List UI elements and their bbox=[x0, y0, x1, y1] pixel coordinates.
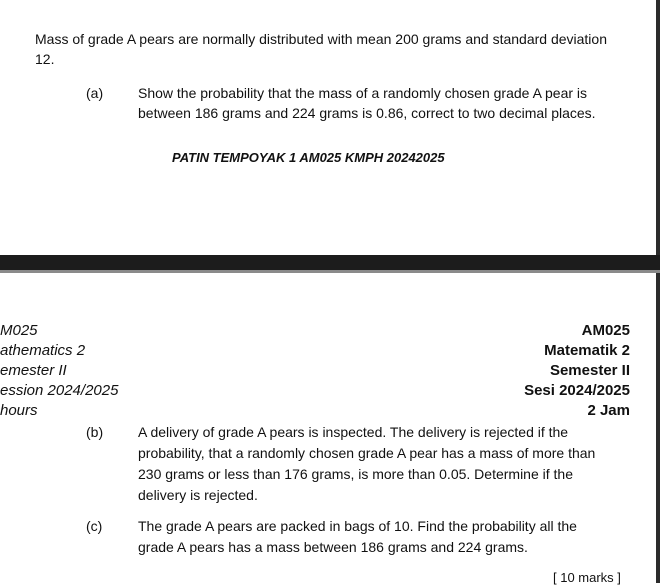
question-intro-line-2: 12. bbox=[35, 51, 55, 67]
header-left-subject: athematics 2 bbox=[0, 342, 86, 359]
question-intro-line-1: Mass of grade A pears are normally distributed with mean 200 grams and standard deviation bbox=[35, 31, 607, 47]
marks-label: [ 10 marks ] bbox=[553, 570, 621, 585]
header-left-semester: emester II bbox=[0, 362, 67, 379]
part-a-label: (a) bbox=[86, 85, 104, 101]
part-b-line-1: A delivery of grade A pears is inspected. The delivery is rejected if the bbox=[138, 424, 569, 440]
header-right-subject: Matematik 2 bbox=[544, 342, 630, 359]
header-right-duration: 2 Jam bbox=[587, 402, 630, 419]
part-c-label: (c) bbox=[86, 518, 103, 534]
header-right-semester: Semester II bbox=[549, 362, 630, 379]
header-left-course-code: M025 bbox=[0, 322, 38, 339]
watermark-text: PATIN TEMPOYAK 1 AM025 KMPH 20242025 bbox=[172, 150, 445, 165]
part-a-line-2: between 186 grams and 224 grams is 0.86, correct to two decimal places. bbox=[138, 105, 596, 121]
page-divider-shadow bbox=[0, 270, 660, 273]
header-right-session: Sesi 2024/2025 bbox=[524, 382, 630, 399]
header-right-course-code: AM025 bbox=[581, 322, 630, 339]
page-edge-line bbox=[656, 0, 660, 583]
page-divider bbox=[0, 255, 660, 270]
part-b-line-2: probability, that a randomly chosen grade A pear has a mass of more than bbox=[138, 445, 596, 461]
header-left-duration: hours bbox=[0, 402, 38, 419]
part-b-label: (b) bbox=[86, 424, 104, 440]
part-c-line-1: The grade A pears are packed in bags of 10. Find the probability all the bbox=[138, 518, 577, 534]
header-left-session: ession 2024/2025 bbox=[0, 382, 119, 399]
part-b-line-3: 230 grams or less than 176 grams, is more than 0.05. Determine if the bbox=[138, 466, 573, 482]
part-c-line-2: grade A pears has a mass between 186 grams and 224 grams. bbox=[138, 539, 528, 555]
part-b-line-4: delivery is rejected. bbox=[138, 487, 258, 503]
part-a-line-1: Show the probability that the mass of a randomly chosen grade A pear is bbox=[138, 85, 588, 101]
